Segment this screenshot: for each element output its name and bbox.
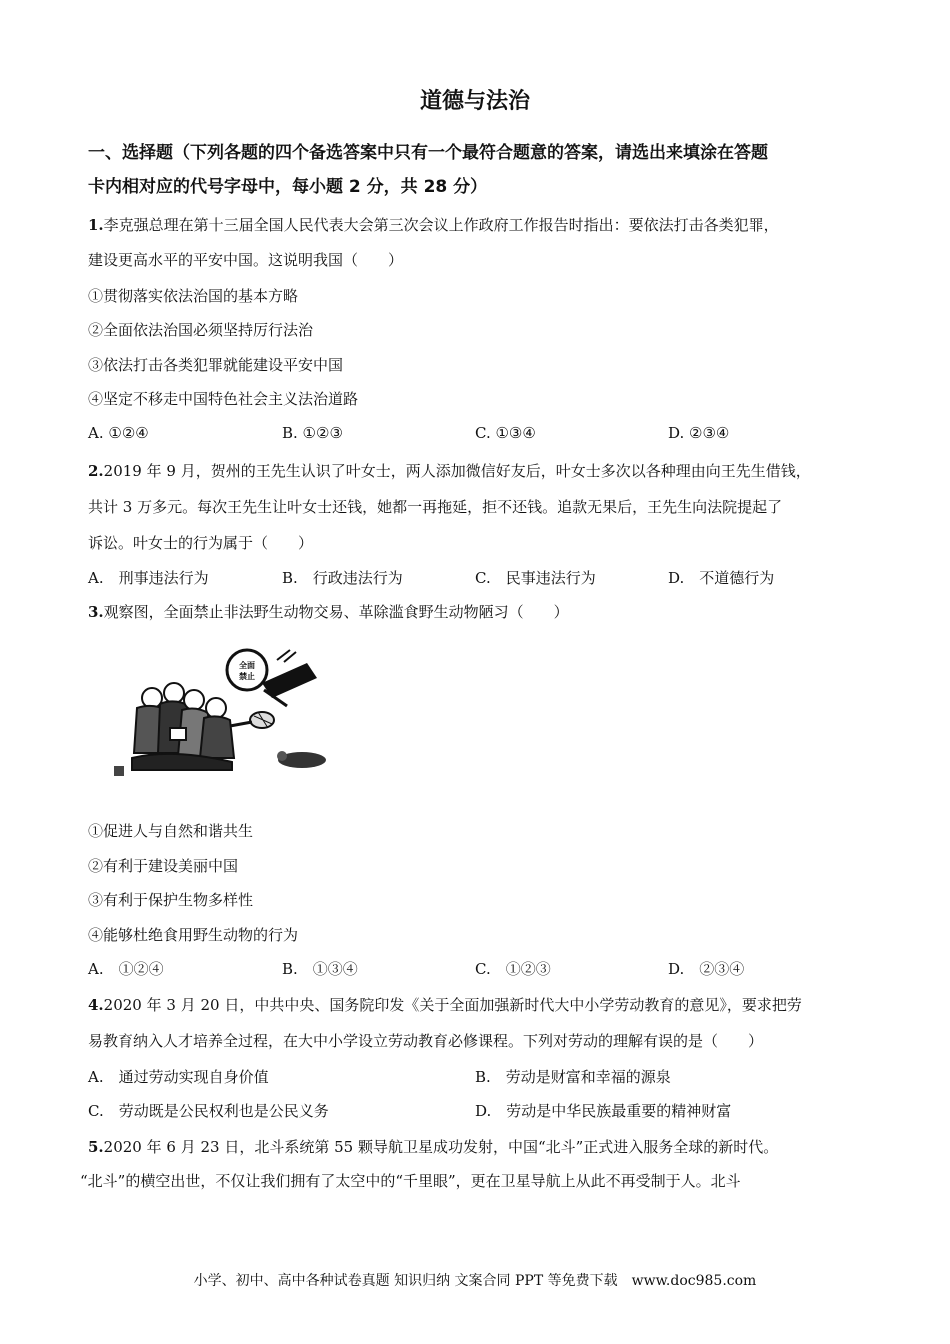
q5-stem-text-1: 2020 年 6 月 23 日，北斗系统第 55 颗导航卫星成功发射，中国“北斗”正式进入服务全球的新时代。 bbox=[103, 1138, 779, 1156]
page-title: 道德与法治 bbox=[419, 89, 530, 114]
q4-stem-line-2: 易教育纳入人才培养全过程，在大中小学设立劳动教育必修课程。下列对劳动的理解有误的是（ ） bbox=[88, 1032, 764, 1050]
q4-option-b[interactable]: B. 劳动是财富和幸福的源泉 bbox=[475, 1068, 671, 1086]
cartoon-sign-text: 全面 bbox=[239, 661, 255, 670]
q2-option-c[interactable]: C. 民事违法行为 bbox=[475, 569, 596, 587]
q3-number: 3. bbox=[88, 603, 104, 621]
q1-stem-line-2: 建设更高水平的平安中国。这说明我国（ ） bbox=[88, 251, 404, 269]
q3-option-c[interactable]: C. ①②③ bbox=[475, 960, 551, 978]
q3-item-3: ③有利于保护生物多样性 bbox=[88, 891, 254, 909]
q3-option-b[interactable]: B. ①③④ bbox=[282, 960, 358, 978]
svg-text:禁止: 禁止 bbox=[239, 672, 255, 681]
page-footer: 小学、初中、高中各种试卷真题 知识归纳 文案合同 PPT 等免费下载 www.doc985.com bbox=[193, 1273, 757, 1289]
q4-stem-line-1 bbox=[88, 994, 802, 1016]
q2-option-a[interactable]: A. 刑事违法行为 bbox=[88, 569, 209, 587]
q1-item-2: ②全面依法治国必须坚持厉行法治 bbox=[88, 321, 314, 339]
q5-stem-line-2: “北斗”的横空出世，不仅让我们拥有了太空中的“千里眼”，更在卫星导航上从此不再受制于人。北斗 bbox=[80, 1172, 741, 1190]
cartoon-stamp bbox=[114, 766, 124, 776]
q1-option-c[interactable]: C. ①③④ bbox=[475, 424, 536, 442]
q2-number: 2. bbox=[88, 462, 104, 480]
q1-stem-text-1: 李克强总理在第十三届全国人民代表大会第三次会议上作政府工作报告时指出：要依法打击各类犯罪， bbox=[103, 216, 779, 234]
q4-number: 4. bbox=[88, 996, 104, 1014]
q2-stem-text-1: 2019 年 9 月，贺州的王先生认识了叶女士，两人添加微信好友后，叶女士多次以各种理由向王先生借钱， bbox=[103, 462, 811, 480]
q4-option-c[interactable]: C. 劳动既是公民权利也是公民义务 bbox=[88, 1102, 329, 1120]
net-graphic bbox=[250, 712, 274, 728]
q3-item-4: ④能够杜绝食用野生动物的行为 bbox=[88, 926, 299, 944]
q1-item-4: ④坚定不移走中国特色社会主义法治道路 bbox=[88, 390, 359, 408]
wildlife-cartoon-image bbox=[112, 638, 332, 788]
q5-stem-line-1 bbox=[88, 1136, 778, 1158]
q2-option-b[interactable]: B. 行政违法行为 bbox=[282, 569, 403, 587]
q3-option-d[interactable]: D. ②③④ bbox=[668, 960, 745, 978]
q2-stem-line-2: 共计 3 万多元。每次王先生让叶女士还钱，她都一再拖延，拒不还钱。追款无果后，王先生向法院提起了 bbox=[88, 498, 783, 516]
q1-option-d[interactable]: D. ②③④ bbox=[668, 424, 730, 442]
q1-item-1: ①贯彻落实依法治国的基本方略 bbox=[88, 287, 299, 305]
q1-stem-line-1 bbox=[88, 214, 779, 236]
section-heading-line-1: 一、选择题（下列各题的四个备选答案中只有一个最符合题意的答案，请选出来填涂在答题 bbox=[88, 143, 768, 163]
q3-item-2: ②有利于建设美丽中国 bbox=[88, 857, 239, 875]
q3-stem-text-1: 观察图，全面禁止非法野生动物交易、革除滥食野生动物陋习（ ） bbox=[103, 603, 569, 621]
wild-animal-graphic bbox=[277, 751, 326, 768]
q3-item-1: ①促进人与自然和谐共生 bbox=[88, 822, 254, 840]
q4-option-d[interactable]: D. 劳动是中华民族最重要的精神财富 bbox=[475, 1102, 732, 1120]
people-group-graphic bbox=[132, 683, 252, 770]
section-heading-line-2: 卡内相对应的代号字母中，每小题 2 分，共 28 分） bbox=[88, 177, 488, 197]
q1-item-3: ③依法打击各类犯罪就能建设平安中国 bbox=[88, 356, 344, 374]
q3-stem-line-1 bbox=[88, 601, 569, 623]
q3-option-a[interactable]: A. ①②④ bbox=[88, 960, 164, 978]
q1-number: 1. bbox=[88, 216, 104, 234]
q2-option-d[interactable]: D. 不道德行为 bbox=[668, 569, 775, 587]
q4-option-a[interactable]: A. 通过劳动实现自身价值 bbox=[88, 1068, 269, 1086]
q5-number: 5. bbox=[88, 1138, 104, 1156]
section-heading bbox=[88, 136, 868, 204]
q2-stem-line-3: 诉讼。叶女士的行为属于（ ） bbox=[88, 534, 314, 552]
hand-sign-graphic bbox=[227, 650, 317, 706]
q4-stem-text-1: 2020 年 3 月 20 日，中共中央、国务院印发《关于全面加强新时代大中小学劳动教育的意见》，要求把劳 bbox=[103, 996, 802, 1014]
q1-option-b[interactable]: B. ①②③ bbox=[282, 424, 343, 442]
q1-option-a[interactable]: A. ①②④ bbox=[88, 424, 149, 442]
q2-stem-line-1 bbox=[88, 460, 811, 482]
